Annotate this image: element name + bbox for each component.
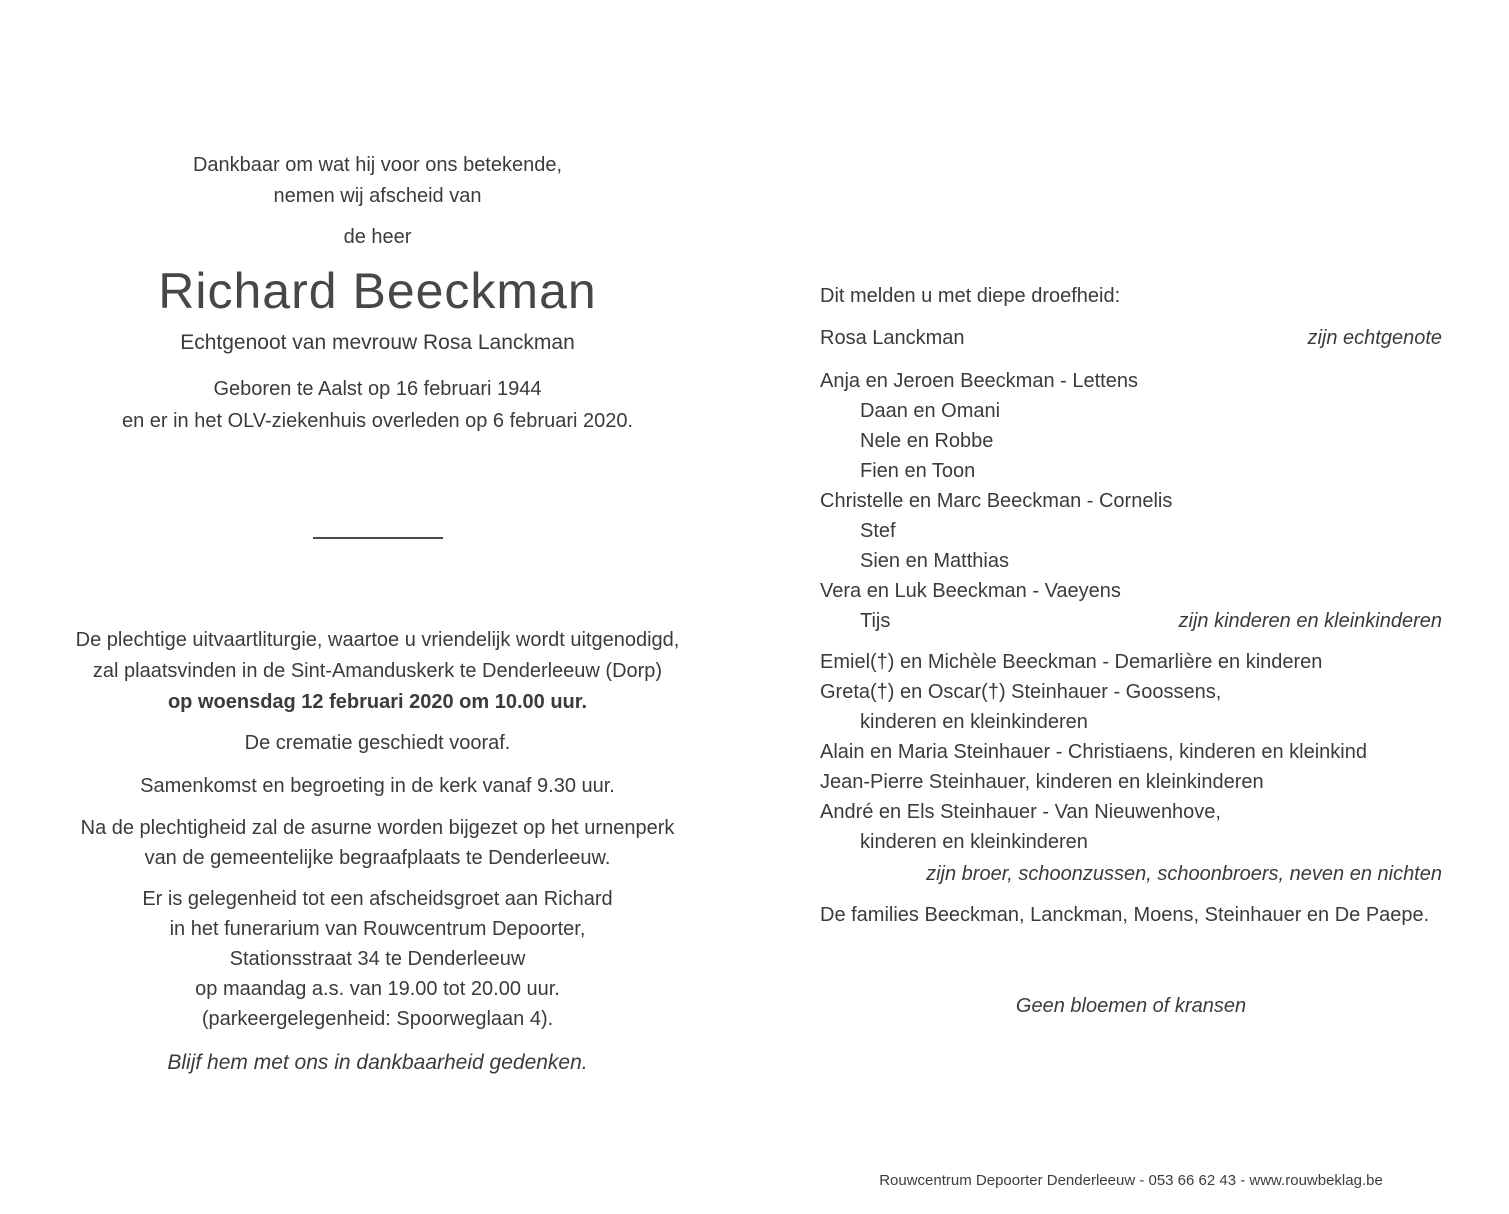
birth-line: Geboren te Aalst op 16 februari 1944	[213, 378, 542, 400]
service-line-2: zal plaatsvinden in de Sint-Amanduskerk te Denderleeuw (Dorp)	[92, 660, 663, 682]
remembrance-motto: Blijf hem met ons in dankbaarheid gedenken.	[167, 1051, 588, 1074]
farewell-line-1: Er is gelegenheid tot een afscheidsgroet aan Richard	[142, 888, 613, 910]
children-group	[820, 366, 1442, 636]
person-name: kinderen en kleinkinderen	[860, 831, 1088, 853]
person-name: Jean-Pierre Steinhauer, kinderen en kleinkinderen	[820, 771, 1264, 793]
children-relation-row	[820, 606, 1442, 636]
person-name: André en Els Steinhauer - Van Nieuwenhove,	[820, 801, 1221, 823]
service-line-1: De plechtige uitvaartliturgie, waartoe u vriendelijk wordt uitgenodigd,	[75, 629, 680, 651]
extended-family-group	[820, 647, 1442, 889]
person-name: kinderen en kleinkinderen	[860, 711, 1088, 733]
farewell-line-2: in het funerarium van Rouwcentrum Depoorter,	[169, 918, 586, 940]
person-name: Greta(†) en Oscar(†) Steinhauer - Goossens,	[820, 681, 1222, 703]
families-line: De families Beeckman, Lanckman, Moens, Steinhauer en De Paepe.	[820, 904, 1430, 926]
person-name: Stef	[860, 520, 896, 542]
cremation-line: De crematie geschiedt vooraf.	[244, 732, 511, 754]
death-line: en er in het OLV-ziekenhuis overleden op 6 februari 2020.	[121, 410, 634, 432]
intro-line-2: nemen wij afscheid van	[273, 185, 482, 207]
urn-line-1: Na de plechtigheid zal de asurne worden bijgezet op het urnenperk	[80, 817, 675, 839]
funeral-home-footer: Rouwcentrum Depoorter Denderleeuw - 053 66 62 43 - www.rouwbeklag.be	[879, 1172, 1383, 1189]
urn-paragraph	[40, 813, 715, 873]
service-paragraph	[40, 625, 715, 718]
service-date-line: op woensdag 12 februari 2020 om 10.00 uur.	[167, 691, 588, 713]
person-name: Christelle en Marc Beeckman - Cornelis	[820, 490, 1173, 512]
urn-line-2: van de gemeentelijke begraafplaats te Denderleeuw.	[144, 847, 611, 869]
intro-paragraph	[40, 150, 715, 212]
right-page	[820, 0, 1442, 1021]
divider-rule	[313, 537, 443, 539]
farewell-line-3: Stationsstraat 34 te Denderleeuw	[229, 948, 526, 970]
person-name: Alain en Maria Steinhauer - Christiaens, kinderen en kleinkind	[820, 741, 1367, 763]
no-flowers-note: Geen bloemen of kransen	[1015, 995, 1247, 1017]
person-name: Nele en Robbe	[860, 430, 994, 452]
person-name: Anja en Jeroen Beeckman - Lettens	[820, 370, 1138, 392]
announcement-heading: Dit melden u met diepe droefheid:	[820, 285, 1121, 307]
person-name: Tijs	[860, 610, 891, 632]
farewell-line-4: op maandag a.s. van 19.00 tot 20.00 uur.	[195, 978, 560, 1000]
gathering-line: Samenkomst en begroeting in de kerk vanaf 9.30 uur.	[140, 775, 615, 797]
spouse-row	[820, 323, 1442, 353]
left-page	[40, 0, 715, 1079]
relation-label: zijn echtgenote	[1307, 327, 1442, 349]
relation-label: zijn broer, schoonzussen, schoonbroers, neven en nichten	[926, 863, 1442, 885]
deceased-name: Richard Beeckman	[158, 263, 597, 319]
spouse-line: Echtgenoot van mevrouw Rosa Lanckman	[180, 331, 575, 354]
person-name: Emiel(†) en Michèle Beeckman - Demarlière en kinderen	[820, 651, 1323, 673]
relation-label: zijn kinderen en kleinkinderen	[1178, 610, 1442, 632]
farewell-line-5: (parkeergelegenheid: Spoorweglaan 4).	[201, 1008, 554, 1030]
person-name: Sien en Matthias	[860, 550, 1009, 572]
farewell-paragraph	[40, 884, 715, 1034]
person-name: Fien en Toon	[860, 460, 976, 482]
life-dates-paragraph	[40, 373, 715, 437]
intro-line-1: Dankbaar om wat hij voor ons betekende,	[192, 154, 563, 176]
honorific: de heer	[343, 226, 412, 248]
person-name: Vera en Luk Beeckman - Vaeyens	[820, 580, 1121, 602]
person-name: Daan en Omani	[860, 400, 1001, 422]
person-name: Rosa Lanckman	[820, 327, 965, 349]
